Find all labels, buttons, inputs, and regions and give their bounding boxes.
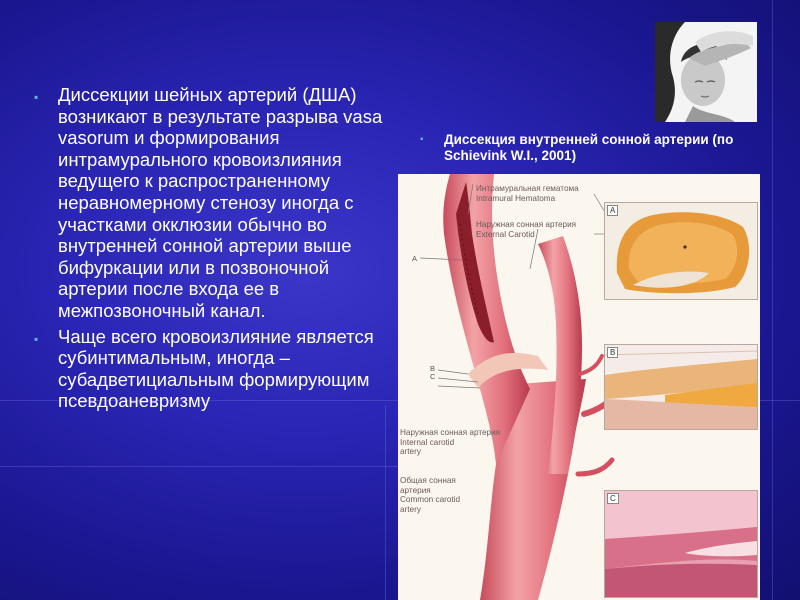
bullet-item xyxy=(34,84,394,322)
panel-c-micrograph xyxy=(605,491,757,597)
letter-c: C xyxy=(430,372,436,381)
label-intramural-hematoma: Интрамуральная гематома Intramural Hematoma xyxy=(476,184,579,203)
label-common-carotid: Общая сонная артерия Common carotid artery xyxy=(400,476,461,514)
bullet-marker-icon: ▪ xyxy=(34,90,39,104)
patient-photo xyxy=(655,22,757,122)
artery-dissection-figure xyxy=(398,174,760,600)
bullet-marker-icon: ▪ xyxy=(34,331,39,346)
patient-photo-illustration xyxy=(655,22,757,122)
label-internal-carotid: Наружная сонная артерия Internal carotid artery xyxy=(400,428,501,457)
figure-caption xyxy=(420,132,780,164)
letter-a: A xyxy=(412,254,418,263)
grid-line xyxy=(772,0,773,600)
figure-caption-text: Диссекция внутренней сонной артерии (по Schievink W.I., 2001) xyxy=(444,132,734,163)
grid-line xyxy=(385,405,386,600)
grid-line xyxy=(0,466,400,467)
panel-a-tag: A xyxy=(607,205,618,216)
panel-a-micrograph xyxy=(605,203,757,299)
slide-body xyxy=(34,84,394,412)
panel-b-micrograph xyxy=(605,345,757,429)
bullet-text: Чаще всего кровоизлияние является субинтимальным, иногда – субадветициальным формирующим псевдоаневризму xyxy=(58,325,374,412)
panel-a xyxy=(604,202,758,300)
panel-b xyxy=(604,344,758,430)
panel-c-tag: C xyxy=(607,493,619,504)
label-external-carotid: Наружная сонная артерия External Carotid xyxy=(476,220,577,239)
panel-c xyxy=(604,490,758,598)
bullet-item xyxy=(34,326,394,412)
bullet-text: Диссекции шейных артерий (ДША) возникают в результате разрыва vasa vasorum и формирования интрамурального кровоизлияния ведущего к распространенному неравномерному стенозу иногда с участками окклюзии обычно во внутренней сонной артерии выше бифуркации или в позвоночной артерии после входа ее в межпозвоночный канал. xyxy=(58,84,383,321)
panel-b-tag: B xyxy=(607,347,618,358)
bullet-marker-icon: ▪ xyxy=(420,134,424,145)
letter-b: B xyxy=(430,364,436,373)
